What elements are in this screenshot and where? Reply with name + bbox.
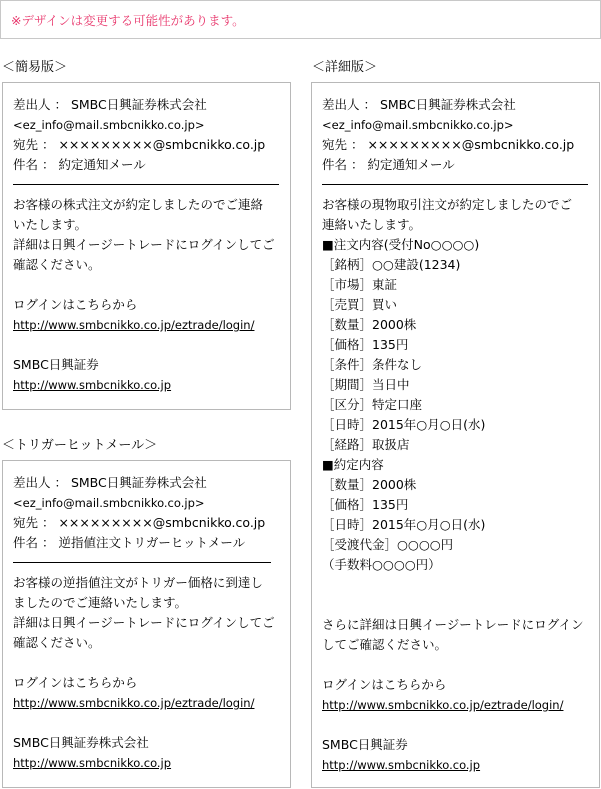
trigger-subject: 件名 ： 逆指値注文トリガーヒットメール: [13, 535, 246, 550]
trigger-company: SMBC日興証券株式会社: [13, 735, 149, 750]
detail-exec-item: （手数料○○○○円）: [322, 557, 441, 572]
trigger-to: 宛先 ： ×××××××××@smbcnikko.co.jp: [13, 515, 266, 530]
simple-body-line: 確認ください。: [13, 257, 101, 272]
simple-body-line: お客様の株式注文が約定しましたのでご連絡: [13, 197, 264, 212]
trigger-body-line: 確認ください。: [13, 635, 101, 650]
trigger-sender: 差出人 ： SMBC日興証券株式会社: [13, 475, 207, 490]
detail-company: SMBC日興証券: [322, 737, 408, 752]
simple-body-line: いたします。: [13, 217, 88, 232]
detail-order-item: ［区分］特定口座: [322, 397, 423, 412]
trigger-login-text: ログインはこちらから: [13, 675, 138, 690]
simple-caption: ＜簡易版＞: [2, 60, 68, 75]
simple-email-box: [2, 82, 291, 410]
trigger-caption: ＜トリガーヒットメール＞: [2, 438, 158, 453]
detail-divider: [322, 184, 588, 185]
detail-order-item: ［日時］2015年○月○日(水): [322, 417, 486, 432]
detail-sender-email: <ez_info@mail.smbcnikko.co.jp>: [322, 118, 514, 132]
design-notice-bar: [0, 0, 601, 39]
detail-more-line: してご確認ください。: [322, 637, 448, 652]
simple-login-text: ログインはこちらから: [13, 297, 138, 312]
detail-order-item: ［数量］2000株: [322, 317, 417, 332]
detail-email-box: [311, 82, 600, 788]
simple-company-link[interactable]: http://www.smbcnikko.co.jp: [13, 378, 172, 392]
detail-to: 宛先 ： ×××××××××@smbcnikko.co.jp: [322, 137, 575, 152]
detail-company-link[interactable]: http://www.smbcnikko.co.jp: [322, 758, 481, 772]
trigger-login-link[interactable]: http://www.smbcnikko.co.jp/eztrade/login/: [13, 696, 255, 710]
detail-exec-item: ［日時］2015年○月○日(水): [322, 517, 486, 532]
trigger-body-line: 詳細は日興イージートレードにログインしてご: [13, 615, 275, 630]
trigger-body-line: お客様の逆指値注文がトリガー価格に到達し: [13, 575, 263, 590]
simple-body-line: 詳細は日興イージートレードにログインしてご: [13, 237, 275, 252]
detail-exec-heading: ■約定内容: [322, 457, 384, 472]
simple-sender-email: <ez_info@mail.smbcnikko.co.jp>: [13, 118, 205, 132]
detail-order-heading: ■注文内容(受付No○○○○): [322, 237, 480, 252]
detail-order-item: ［銘柄］○○建設(1234): [322, 257, 461, 272]
detail-exec-item: ［価格］135円: [322, 497, 409, 512]
simple-login-link[interactable]: http://www.smbcnikko.co.jp/eztrade/login/: [13, 318, 255, 332]
detail-subject: 件名 ： 約定通知メール: [322, 157, 455, 172]
detail-order-item: ［条件］条件なし: [322, 357, 423, 372]
detail-order-item: ［価格］135円: [322, 337, 409, 352]
detail-body-line: お客様の現物取引注文が約定しましたのでご: [322, 197, 573, 212]
trigger-sender-email: <ez_info@mail.smbcnikko.co.jp>: [13, 496, 205, 510]
simple-subject: 件名 ： 約定通知メール: [13, 157, 146, 172]
detail-caption: ＜詳細版＞: [312, 60, 378, 75]
detail-exec-item: ［受渡代金］○○○○円: [322, 537, 454, 552]
simple-to: 宛先 ： ×××××××××@smbcnikko.co.jp: [13, 137, 266, 152]
detail-login-link[interactable]: http://www.smbcnikko.co.jp/eztrade/login/: [322, 698, 564, 712]
detail-more-line: さらに詳細は日興イージートレードにログイン: [322, 617, 584, 632]
simple-divider: [13, 184, 279, 185]
detail-order-item: ［売買］買い: [322, 297, 398, 312]
detail-order-item: ［経路］取扱店: [322, 437, 410, 452]
detail-body-line: 連絡いたします。: [322, 217, 422, 232]
detail-login-text: ログインはこちらから: [322, 677, 447, 692]
design-notice-text: ※デザインは変更する可能性があります。: [11, 13, 245, 28]
trigger-company-link[interactable]: http://www.smbcnikko.co.jp: [13, 756, 172, 770]
simple-sender: 差出人 ： SMBC日興証券株式会社: [13, 97, 207, 112]
detail-sender: 差出人 ： SMBC日興証券株式会社: [322, 97, 516, 112]
detail-order-item: ［期間］当日中: [322, 377, 410, 392]
detail-exec-item: ［数量］2000株: [322, 477, 417, 492]
trigger-divider: [13, 562, 271, 563]
trigger-body-line: ましたのでご連絡いたします。: [13, 595, 188, 610]
detail-order-item: ［市場］東証: [322, 277, 398, 292]
simple-company: SMBC日興証券: [13, 357, 99, 372]
trigger-email-box: [2, 460, 291, 788]
